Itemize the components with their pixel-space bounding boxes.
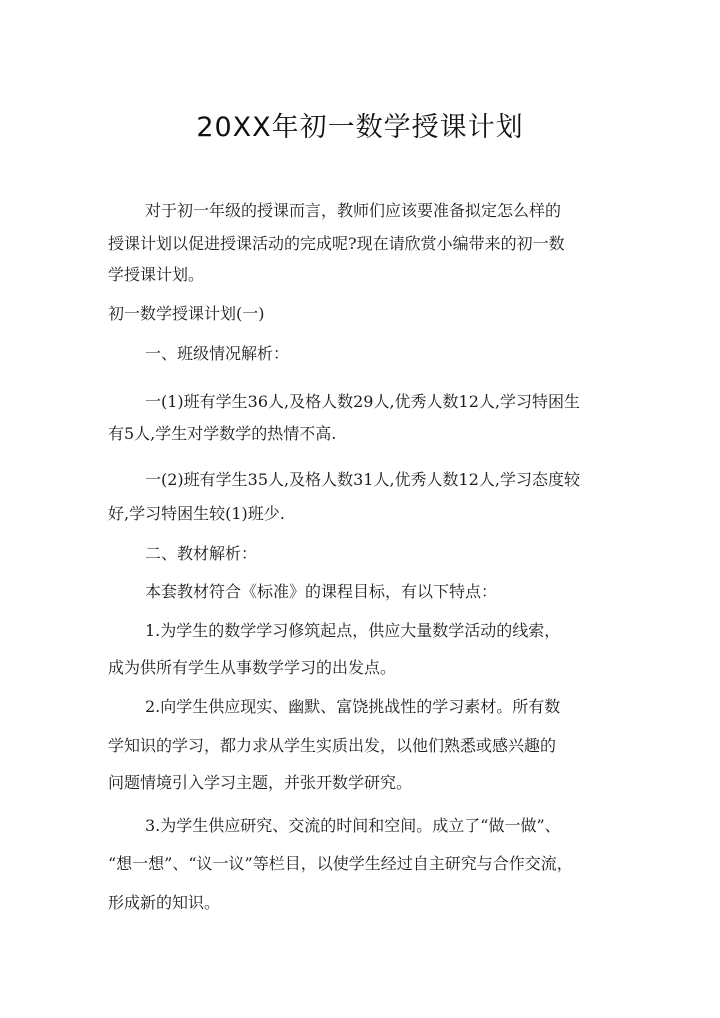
- text-line-features-intro: 本套教材符合《标准》的课程目标，有以下特点：: [145, 582, 498, 601]
- text-line-class2-a: 一(2)班有学生35人,及格人数31人,优秀人数12人,学习态度较: [145, 470, 581, 489]
- text-line-3: 学授课计划。: [108, 265, 205, 284]
- text-line-feature2-b: 学知识的学习，都力求从学生实质出发，以他们熟悉或感兴趣的: [108, 736, 557, 755]
- text-line-feature1-b: 成为供所有学生从事数学学习的出发点。: [108, 658, 397, 677]
- section-heading-plan-1: 初一数学授课计划(一): [108, 304, 265, 323]
- text-line-1: 对于初一年级的授课而言，教师们应该要准备拟定怎么样的: [145, 201, 562, 220]
- text-line-feature1-a: 1.为学生的数学学习修筑起点，供应大量数学活动的线索，: [145, 621, 561, 640]
- subheading-class-analysis: 一、班级情况解析：: [145, 344, 290, 363]
- text-line-feature3-a: 3.为学生供应研究、交流的时间和空间。成立了“做一做”、: [145, 816, 561, 835]
- text-line-class1-a: 一(1)班有学生36人,及格人数29人,优秀人数12人,学习特困生: [145, 392, 581, 411]
- text-line-feature2-c: 问题情境引入学习主题，并张开数学研究。: [108, 773, 413, 792]
- text-line-class1-b: 有5人,学生对学数学的热情不高.: [108, 424, 337, 443]
- text-line-feature3-c: 形成新的知识。: [108, 893, 221, 912]
- document-title: 20XX年初一数学授课计划: [196, 112, 524, 143]
- text-line-feature3-b: “想一想”、“议一议”等栏目，以使学生经过自主研究与合作交流，: [108, 854, 573, 873]
- subheading-textbook-analysis: 二、教材解析：: [145, 544, 258, 563]
- text-line-2: 授课计划以促进授课活动的完成呢?现在请欣赏小编带来的初一数: [108, 234, 565, 253]
- text-line-feature2-a: 2.向学生供应现实、幽默、富饶挑战性的学习素材。所有数: [145, 697, 561, 716]
- text-line-class2-b: 好,学习特困生较(1)班少.: [108, 504, 285, 523]
